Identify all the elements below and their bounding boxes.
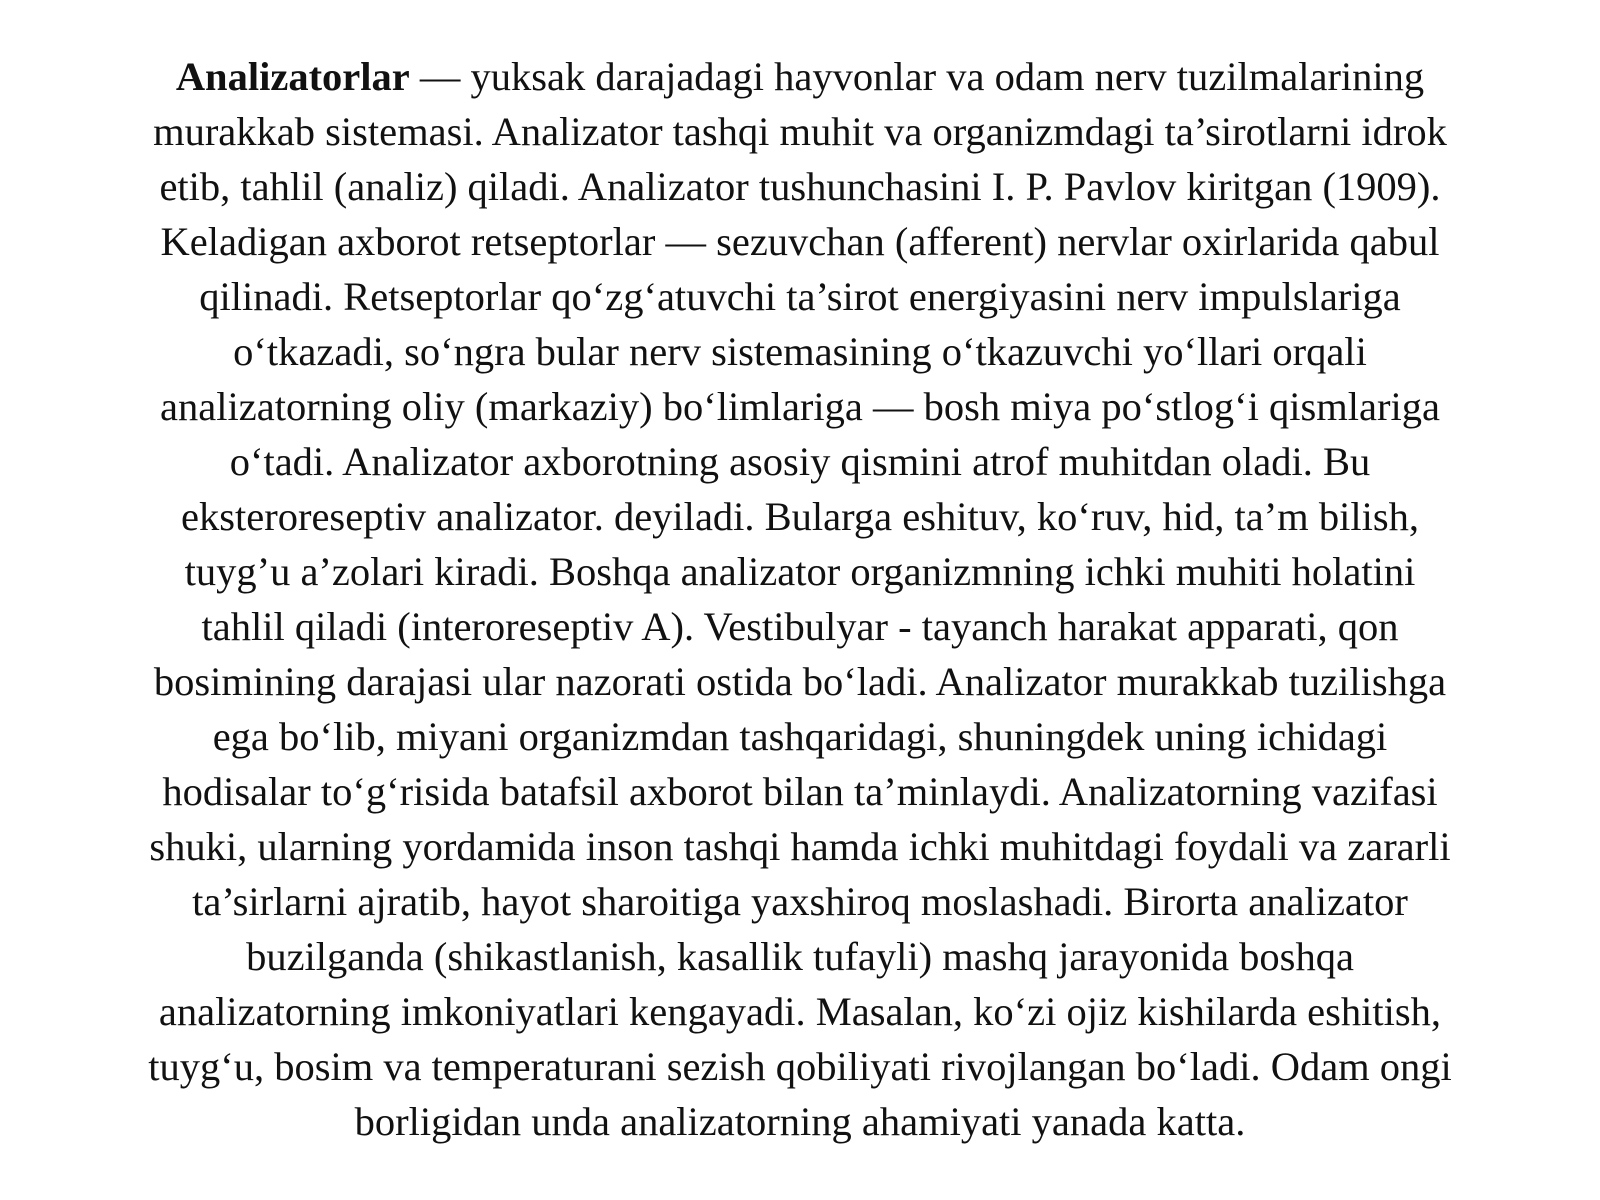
text-line — [40, 49, 1560, 104]
text-line: Keladigan axborot retseptorlar — sezuvchan (afferent) nervlar oxirlarida qabul — [160, 219, 1440, 264]
text-line-segment: — yuksak darajadagi hayvonlar va odam nerv tuzilmalarining — [409, 54, 1425, 99]
text-line: tuyg‘u, bosim va temperaturani sezish qobiliyati rivojlangan bo‘ladi. Odam ongi — [148, 1044, 1452, 1089]
text-line: qilinadi. Retseptorlar qo‘zg‘atuvchi ta’sirot energiyasini nerv impulslariga — [199, 274, 1401, 319]
text-line: buzilganda (shikastlanish, kasallik tufayli) mashq jarayonida boshqa — [246, 934, 1354, 979]
article-term: Analizatorlar — [175, 54, 410, 99]
text-line: bosimining darajasi ular nazorati ostida bo‘ladi. Analizator murakkab tuzilishga — [153, 659, 1447, 704]
text-line: tuyg’u a’zolari kiradi. Boshqa analizator organizmning ichki muhiti holatini — [184, 549, 1416, 594]
text-line: murakkab sistemasi. Analizator tashqi muhit va organizmdagi ta’sirotlarni idrok — [153, 109, 1447, 154]
text-line: o‘tkazadi, so‘ngra bular nerv sistemasining o‘tkazuvchi yo‘llari orqali — [233, 329, 1367, 374]
text-line: analizatorning imkoniyatlari kengayadi. Masalan, ko‘zi ojiz kishilarda eshitish, — [158, 989, 1442, 1034]
text-line: eksteroreseptiv analizator. deyiladi. Bularga eshituv, ko‘ruv, hid, ta’m bilish, — [181, 494, 1419, 539]
text-line: etib, tahlil (analiz) qiladi. Analizator tushunchasini I. P. Pavlov kiritgan (1909). — [159, 164, 1441, 209]
text-line: borligidan unda analizatorning ahamiyati yanada katta. — [354, 1099, 1246, 1144]
text-line: o‘tadi. Analizator axborotning asosiy qismini atrof muhitdan oladi. Bu — [229, 439, 1371, 484]
text-line: hodisalar to‘g‘risida batafsil axborot bilan ta’minlaydi. Analizatorning vazifasi — [162, 769, 1438, 814]
text-line: tahlil qiladi (interoreseptiv A). Vestibulyar - tayanch harakat apparati, qon — [201, 604, 1399, 649]
text-line: shuki, ularning yordamida inson tashqi hamda ichki muhitdagi foydali va zararli — [149, 824, 1451, 869]
text-line: ta’sirlarni ajratib, hayot sharoitiga yaxshiroq moslashadi. Birorta analizator — [192, 879, 1408, 924]
text-line: ega bo‘lib, miyani organizmdan tashqaridagi, shuningdek uning ichidagi — [212, 714, 1388, 759]
article-paragraph — [40, 49, 1560, 1149]
text-line: analizatorning oliy (markaziy) bo‘limlariga — bosh miya po‘stlog‘i qismlariga — [160, 384, 1440, 429]
